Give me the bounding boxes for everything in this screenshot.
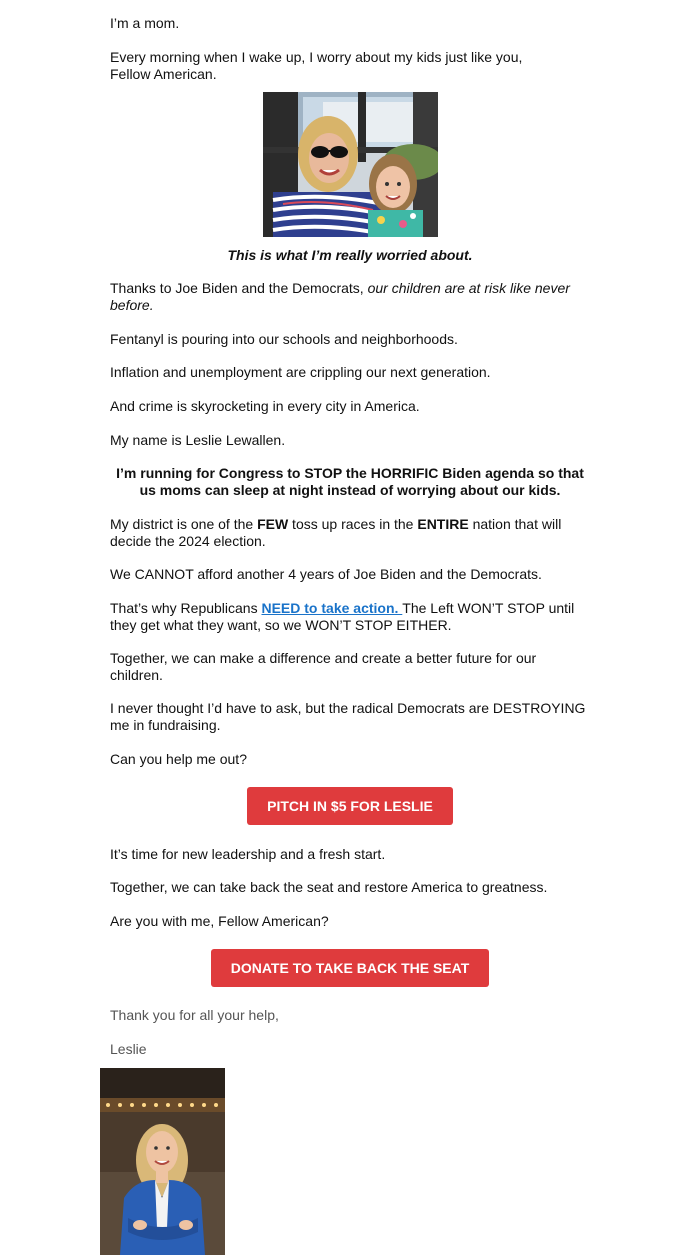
pitch-in-button[interactable]: PITCH IN $5 FOR LESLIE xyxy=(247,787,453,825)
intro-text-1: Every morning when I wake up, I worry about my kids just like you, xyxy=(110,49,523,65)
portrait-photo xyxy=(100,1068,225,1255)
intro-text-2: Fellow American. xyxy=(110,66,217,82)
action-paragraph xyxy=(110,600,590,634)
risk-lead: Thanks to Joe Biden and the Democrats, xyxy=(110,280,368,296)
risk-paragraph xyxy=(110,280,590,314)
with-me-paragraph: Are you with me, Fellow American? xyxy=(110,913,329,929)
mom-daughter-illustration xyxy=(263,92,438,237)
district-bold-1: FEW xyxy=(257,516,289,532)
mom-daughter-photo xyxy=(263,92,438,237)
leadership-paragraph: It’s time for new leadership and a fresh start. xyxy=(110,846,386,862)
signature-name: Leslie xyxy=(110,1041,147,1057)
action-text-2: The Left WON’T STOP until they get what they want, so we WON’T STOP EITHER. xyxy=(110,600,575,633)
inflation-paragraph: Inflation and unemployment are crippling our next generation. xyxy=(110,364,491,380)
together-paragraph: Together, we can make a difference and create a better future for our children. xyxy=(110,650,537,683)
crime-paragraph: And crime is skyrocketing in every city in America. xyxy=(110,398,420,414)
donate-button[interactable]: DONATE TO TAKE BACK THE SEAT xyxy=(211,949,489,987)
take-action-link[interactable]: NEED to take action. xyxy=(261,600,403,616)
cannot-paragraph: We CANNOT afford another 4 years of Joe Biden and the Democrats. xyxy=(110,566,542,582)
district-bold-2: ENTIRE xyxy=(417,516,469,532)
district-text-2: toss up races in the xyxy=(288,516,418,532)
name-paragraph: My name is Leslie Lewallen. xyxy=(110,432,286,448)
portrait-illustration xyxy=(100,1068,225,1255)
take-back-paragraph: Together, we can take back the seat and restore America to greatness. xyxy=(110,879,548,895)
photo-caption: This is what I’m really worried about. xyxy=(227,247,473,263)
fundraising-paragraph: I never thought I’d have to ask, but the radical Democrats are DESTROYING me in fundraising. xyxy=(110,700,586,733)
help-paragraph: Can you help me out? xyxy=(110,751,247,767)
mission-statement: I’m running for Congress to STOP the HORRIFIC Biden agenda so that us moms can sleep at night instead of worrying about our kids. xyxy=(116,465,584,498)
thanks-line: Thank you for all your help, xyxy=(110,1007,279,1023)
district-text-1: My district is one of the xyxy=(110,516,258,532)
intro-line: I’m a mom. xyxy=(110,15,180,31)
fentanyl-paragraph: Fentanyl is pouring into our schools and neighborhoods. xyxy=(110,331,458,347)
action-text-1: That’s why Republicans xyxy=(110,600,262,616)
district-text-3: nation that will decide the 2024 election. xyxy=(110,516,562,549)
district-paragraph xyxy=(110,516,590,550)
risk-emphasis: our children are at risk like never before. xyxy=(110,280,570,313)
intro-paragraph xyxy=(110,49,590,83)
